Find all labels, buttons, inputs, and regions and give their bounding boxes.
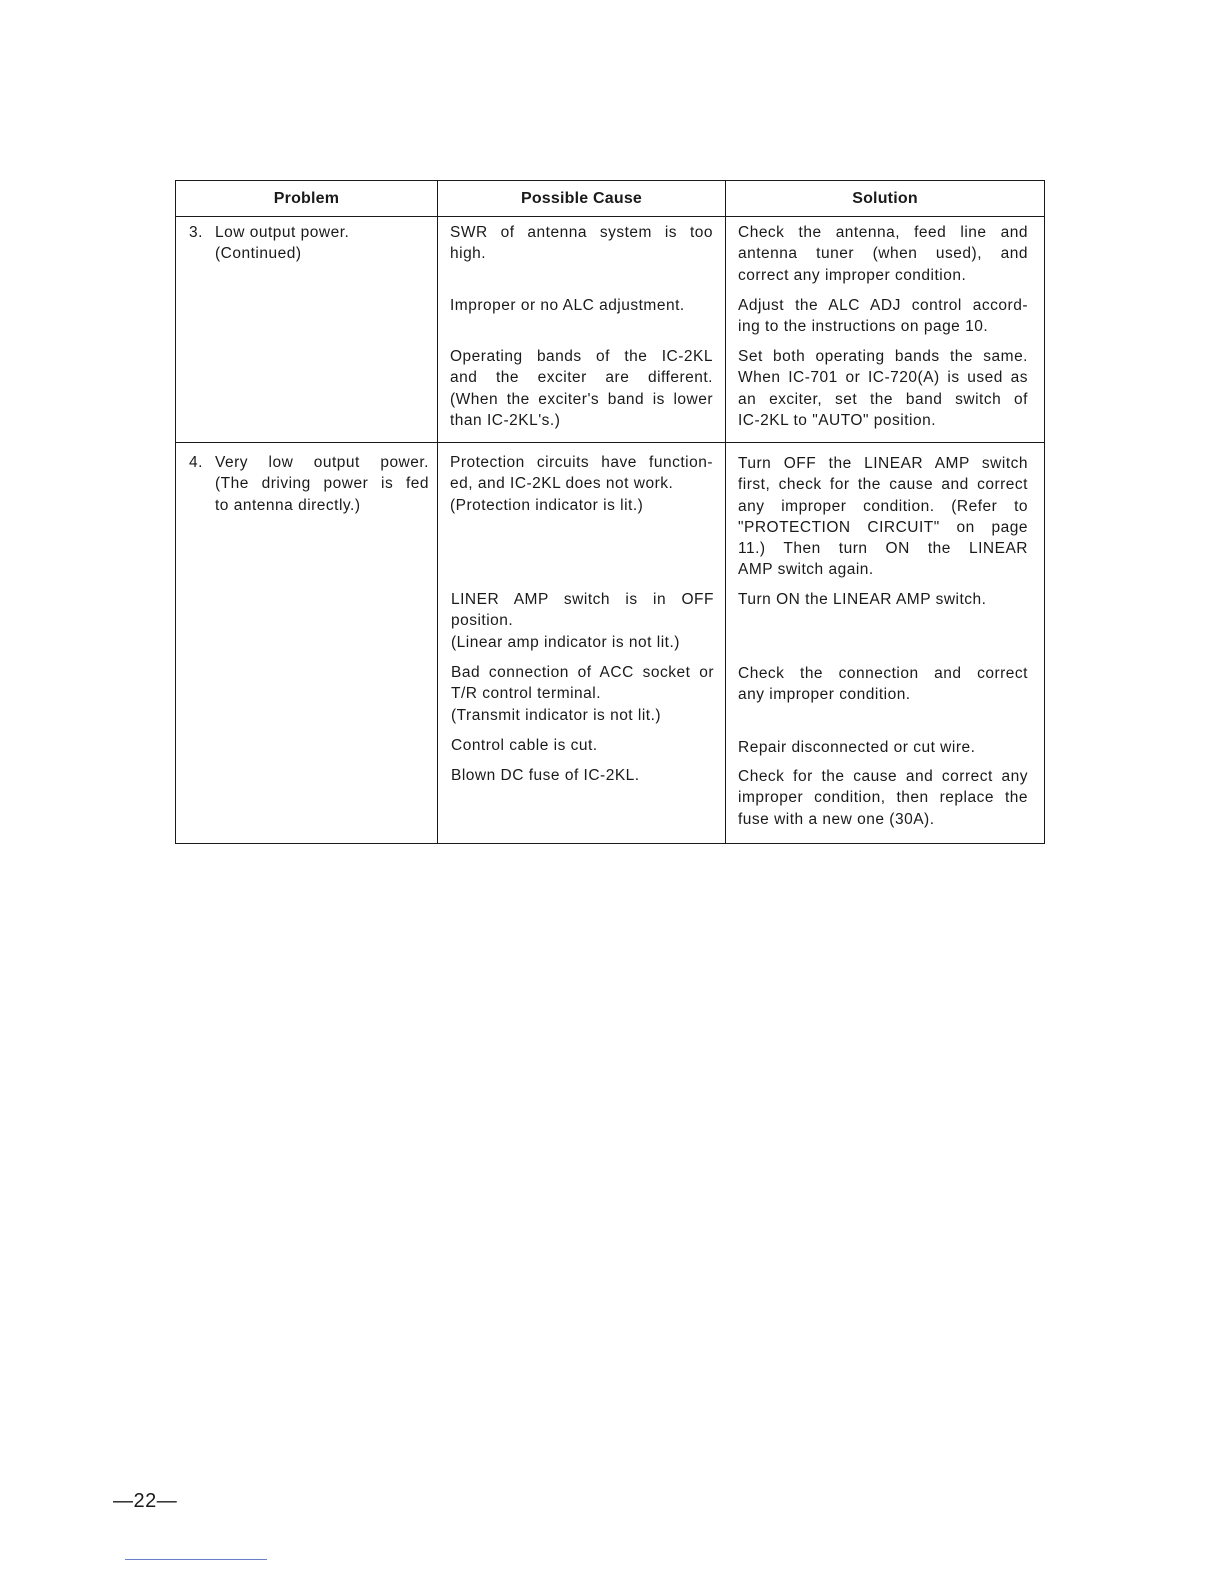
solution-line: an exciter, set the band switch of [738,390,1028,408]
column-divider [437,181,438,843]
solution-line: Turn OFF the LINEAR AMP switch [738,455,1028,472]
column-divider [725,181,726,843]
cause-liner-amp [451,589,714,653]
solution-line: Check the connection and correct [738,665,1028,682]
solution-liner-amp [738,589,1028,610]
solution-acc-socket [738,663,1028,706]
cause-dc-fuse [451,765,714,786]
solution-line: Check the antenna, feed line and [738,224,1028,241]
cause-line: (When the exciter's band is lower [450,390,713,408]
solution-bands [738,346,1028,431]
header-problem: Problem [273,190,340,207]
solution-control-cable [738,737,1028,758]
cause-line: Protection circuits have function- [450,454,713,471]
solution-line: first, check for the cause and correct [738,476,1028,494]
footer-rule [125,1559,267,1560]
cause-line: Improper or no ALC adjustment. [450,297,685,314]
cause-alc [450,295,713,316]
problem-line: (The driving power is fed [215,475,429,493]
solution-line: When IC-701 or IC-720(A) is used as [738,369,1028,387]
cause-line: ed, and IC-2KL does not work. [450,475,674,493]
cause-line: (Linear amp indicator is not lit.) [451,633,680,651]
cause-line: T/R control terminal. [451,685,602,703]
problem-number: 3. [189,224,203,241]
page-number: —22— [113,1490,178,1512]
solution-line: improper condition, then replace the [738,789,1028,807]
troubleshooting-table [175,180,1045,844]
cause-swr [450,222,713,265]
cause-line: (Transmit indicator is not lit.) [451,706,662,724]
solution-line: any improper condition. (Refer to [738,497,1028,515]
solution-line: ing to the instructions on page 10. [738,318,989,336]
cause-line: Bad connection of ACC socket or [451,664,714,681]
solution-line: AMP switch again. [738,561,874,579]
solution-line: fuse with a new one (30A). [738,810,935,828]
solution-line: Set both operating bands the same. [738,348,1028,365]
cause-control-cable [451,735,714,756]
cause-line: SWR of antenna system is too [450,224,713,241]
cause-line: Control cable is cut. [451,737,598,754]
problem-number: 4. [189,454,203,471]
cause-line: LINER AMP switch is in OFF [451,591,714,608]
cause-line: Operating bands of the IC-2KL [450,348,713,365]
cause-line: than IC-2KL's.) [450,411,561,429]
header-possible-cause: Possible Cause [520,190,643,207]
solution-line: Check for the cause and correct any [738,768,1028,785]
cause-acc-socket [451,662,714,726]
solution-line: 11.) Then turn ON the LINEAR [738,540,1028,558]
cause-line: high. [450,245,487,263]
solution-dc-fuse [738,766,1028,830]
solution-line: "PROTECTION CIRCUIT" on page [738,518,1028,536]
problem-line: (Continued) [215,245,302,263]
problem-line: to antenna directly.) [215,496,361,514]
solution-alc [738,295,1028,338]
solution-swr [738,222,1028,286]
solution-line: Adjust the ALC ADJ control accord- [738,297,1028,314]
cause-line: (Protection indicator is lit.) [450,496,644,514]
solution-protection [738,453,1028,581]
cause-line: position. [451,612,514,630]
header-divider [176,216,1044,217]
header-solution: Solution [852,190,918,207]
cause-line: Blown DC fuse of IC-2KL. [451,767,640,784]
problem-line: Very low output power. [215,454,429,471]
row-divider [176,442,1044,443]
solution-line: IC-2KL to "AUTO" position. [738,411,937,429]
solution-line: any improper condition. [738,686,911,704]
problem-line: Low output power. [215,224,350,241]
solution-line: correct any improper condition. [738,266,967,284]
cause-bands [450,346,713,431]
cause-line: and the exciter are different. [450,369,713,387]
solution-line: Repair disconnected or cut wire. [738,739,976,756]
solution-line: antenna tuner (when used), and [738,245,1028,263]
cause-protection [450,452,713,516]
solution-line: Turn ON the LINEAR AMP switch. [738,591,987,608]
